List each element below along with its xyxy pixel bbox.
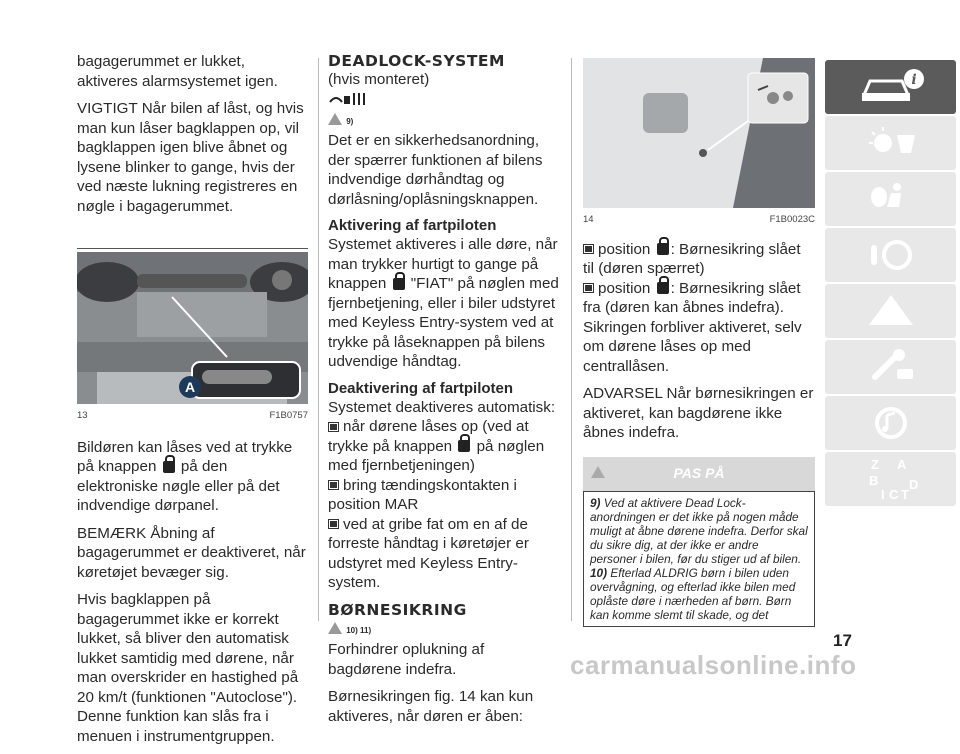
caution-title: PAS PÅ	[673, 464, 725, 481]
tailgate-illustration	[77, 252, 308, 404]
sidebar-item-safety[interactable]	[825, 172, 956, 226]
text: : Børnesikring slået fra (døren kan åbnes indefra). Sikringen forbliver aktiveret, selv om dørene låses op med centrallåsen.	[583, 279, 802, 375]
paragraph: Forhindrer oplukning af bagdørene indefra.	[328, 641, 485, 678]
bullet-icon	[328, 519, 339, 529]
figure-caption	[583, 210, 815, 230]
index-letters-icon	[861, 455, 921, 503]
list-item	[328, 515, 560, 593]
text: Efterlad ALDRIG børn i bilen uden overvågning, og efterlad ikke bilen med oplåste døre i nærheden af børn. Børn kan komme slemt til skade, og det	[590, 565, 796, 622]
subtitle: (hvis monteret)	[328, 71, 430, 88]
sidebar-item-starting[interactable]	[825, 228, 956, 282]
sidebar-item-emergency[interactable]	[825, 284, 956, 338]
caution-item	[590, 566, 808, 622]
lock-icon	[163, 461, 175, 473]
sidebar-item-car-info[interactable]	[825, 60, 956, 114]
column-3	[583, 58, 815, 627]
warning-icon	[328, 622, 342, 634]
door-lock-photo	[583, 58, 815, 208]
lock-icon	[393, 278, 405, 290]
subheading: Aktivering af fartpiloten	[328, 217, 497, 234]
dashboard-lights-icon	[861, 123, 921, 163]
warning-icon	[591, 466, 605, 478]
text: "FIAT" på nøglen med fjernbetjening, eller i biler udstyret med Keyless Entry-system ved at trykke på låseknappen på bilens udvendige håndtag.	[328, 275, 559, 370]
figure-caption	[77, 406, 308, 426]
caution-box	[583, 457, 815, 627]
list-item	[583, 240, 815, 279]
list-item	[328, 476, 560, 515]
bullet-icon	[328, 480, 339, 490]
sidebar-item-maintenance[interactable]	[825, 340, 956, 394]
text: Bildøren kan låses ved at trykke på knappen	[77, 438, 293, 475]
text: når dørene låses op (ved at trykke på knappen	[328, 418, 529, 455]
caution-item	[590, 496, 808, 566]
warning-ref	[328, 619, 560, 641]
bullet-icon	[583, 283, 594, 293]
text: Systemet aktiveres i alle døre, når man trykker hurtigt to gange på knappen	[328, 236, 558, 292]
caution-number: 9)	[590, 495, 601, 510]
svg-text:C: C	[888, 487, 898, 502]
svg-text:i: i	[910, 72, 917, 88]
wrench-car-icon	[861, 347, 921, 387]
svg-text:B: B	[868, 473, 878, 488]
sidebar-item-dashboard[interactable]	[825, 116, 956, 170]
text: bring tændingskontakten i position MAR	[328, 476, 517, 513]
text: ved at gribe fat om en af de forreste håndtag i køretøjer er udstyret med Keyless Entry-system.	[328, 515, 529, 591]
svg-text:I: I	[880, 487, 885, 502]
warning-road-icon	[861, 291, 921, 331]
text: position	[598, 240, 651, 258]
column-divider	[318, 58, 319, 621]
figure-13	[77, 248, 308, 426]
paragraph: Det er en sikkerhedsanordning, der spærrer funktionen af bilens indvendige dørhåndtag og dørlåsning/oplåsningsknappen.	[328, 132, 543, 208]
svg-text:Z: Z	[870, 457, 879, 472]
column-1	[77, 52, 308, 754]
callout-a: A	[184, 379, 196, 395]
deadlock-icon	[328, 90, 560, 110]
caution-header	[583, 457, 815, 491]
figure-14	[583, 58, 815, 230]
airbag-seat-icon	[861, 179, 921, 219]
caution-body	[583, 491, 815, 627]
text: : Børnesikring slået til (døren spærret)	[583, 240, 801, 277]
svg-text:D: D	[908, 477, 918, 492]
bullet-icon	[583, 244, 594, 254]
reference: 10) 11)	[346, 625, 372, 635]
section-title: DEADLOCK-SYSTEM	[328, 52, 505, 70]
steering-key-icon	[861, 235, 921, 275]
list-item	[583, 279, 815, 377]
music-phone-icon	[861, 403, 921, 443]
warning-icon	[328, 113, 342, 125]
bullet-icon	[328, 422, 339, 432]
svg-text:T: T	[900, 487, 909, 502]
tailgate-photo	[77, 252, 308, 404]
reference: 9)	[346, 116, 354, 126]
column-2	[328, 52, 560, 734]
text: på nøglen med fjernbetjeningen)	[328, 437, 545, 474]
figure-number: 14	[583, 214, 594, 225]
watermark: carmanualsonline.info	[570, 650, 857, 680]
figure-code: F1B0023C	[769, 214, 815, 225]
caution-number: 10)	[590, 565, 608, 580]
door-lock-illustration	[583, 58, 815, 208]
paragraph: Børnesikringen fig. 14 kan kun aktiveres, når døren er åben:	[328, 688, 534, 725]
car-info-icon	[856, 67, 926, 107]
text: Ved at aktivere Dead Lock-anordningen er det ikke på nogen måde muligt at åbne dørene indefra. Derfor skal du sikre dig, at der ikke er andre personer i bilen, før du stiger ud af bilen.	[590, 495, 808, 566]
text: på den elektroniske nøgle eller på det indvendige dørpanel.	[77, 458, 280, 514]
page-number: 17	[833, 631, 852, 650]
text: Systemet deaktiveres automatisk:	[328, 398, 556, 416]
section-title: BØRNESIKRING	[328, 600, 467, 619]
sidebar-item-multimedia[interactable]	[825, 396, 956, 450]
paragraph: BEMÆRK Åbning af bagagerummet er deaktiveret, når køretøjet bevæger sig.	[77, 524, 306, 581]
unlock-icon	[458, 440, 470, 452]
paragraph: bagagerummet er lukket, aktiveres alarmsystemet igen.	[77, 53, 278, 90]
warning-ref	[328, 110, 560, 132]
chapter-sidebar	[825, 60, 956, 508]
paragraph: VIGTIGT Når bilen af låst, og hvis man kun låser bagklappen op, vil bagklappen igen blive åbnet og lysene blinker to gange, hvis der ved næste lukning registreres en nøgle i bagagerummet.	[77, 100, 304, 215]
paragraph: Hvis bagklappen på bagagerummet ikke er korrekt lukket, så bliver den automatisk lukket samtidig med dørene, når man overskrider en hastighed på 20 km/t (funktionen "Autoclose"). Denne funktion kan slås fra i menuen i instrumentgruppen.	[77, 591, 299, 745]
text: position	[598, 279, 651, 297]
subheading: Deaktivering af fartpiloten	[328, 379, 514, 397]
unlock-icon	[657, 282, 669, 294]
paragraph	[77, 438, 308, 516]
column-divider	[571, 58, 572, 621]
paragraph	[328, 235, 560, 372]
list-item	[328, 417, 560, 476]
figure-number: 13	[77, 410, 88, 421]
lock-icon	[657, 243, 669, 255]
paragraph: ADVARSEL Når børnesikringen er aktiveret, kan bagdørene ikke åbnes indefra.	[583, 385, 814, 441]
svg-text:A: A	[896, 457, 906, 472]
figure-code: F1B0757	[269, 410, 308, 421]
sidebar-item-index[interactable]	[825, 452, 956, 506]
figure-rule	[77, 248, 308, 249]
